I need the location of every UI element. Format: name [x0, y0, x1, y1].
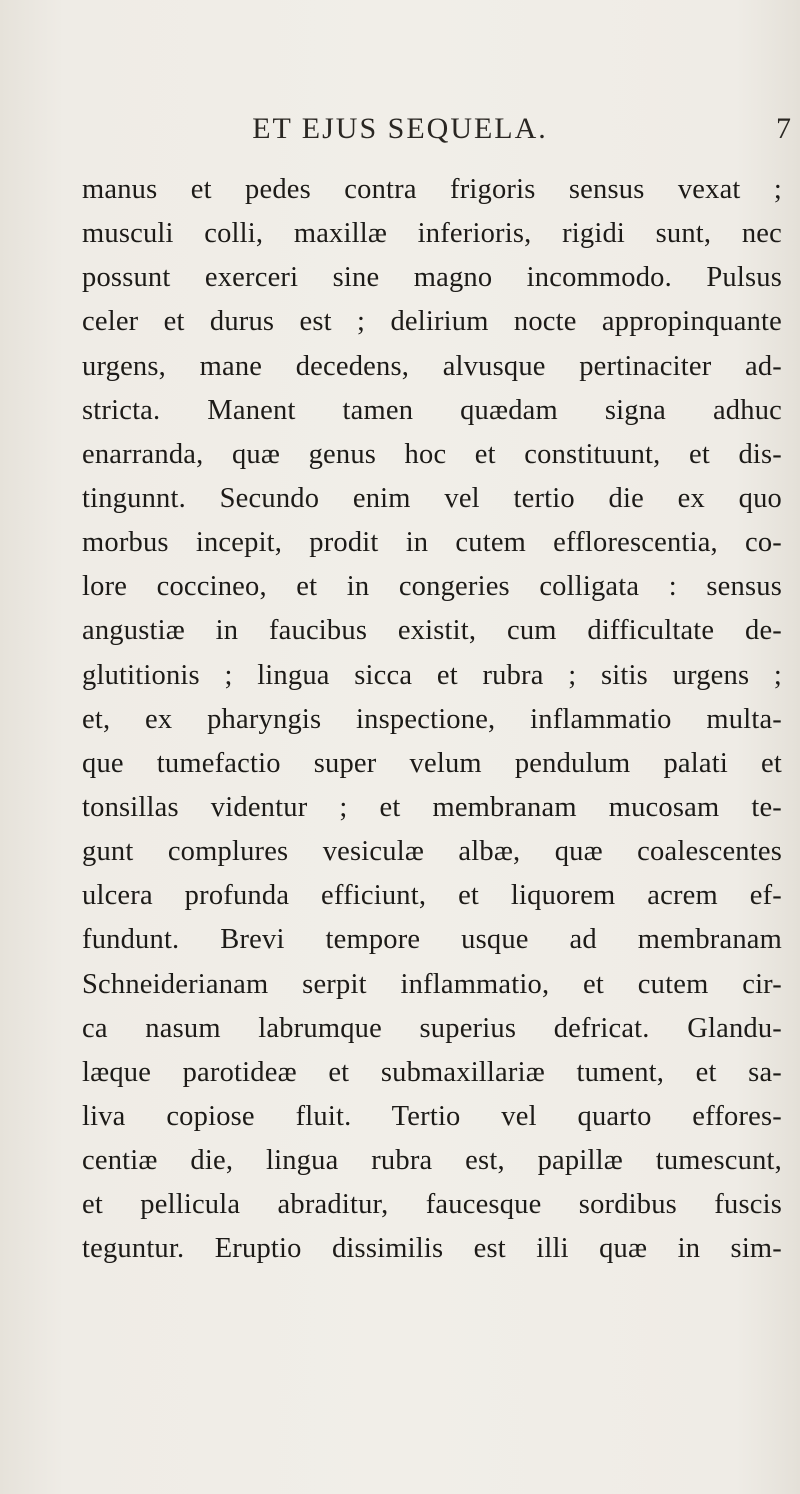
page-header: [0, 112, 800, 152]
text-line: tonsillas videntur ; et membranam mucosam te-: [82, 791, 782, 823]
text-line: ca nasum labrumque superius defricat. Glandu-: [82, 1012, 782, 1044]
text-line: Schneiderianam serpit inflammatio, et cutem cir-: [82, 968, 782, 1000]
text-line: manus et pedes contra frigoris sensus vexat ;: [82, 174, 782, 205]
text-line: et pellicula abraditur, faucesque sordibus fuscis: [82, 1189, 782, 1221]
text-line: tingunnt. Secundo enim vel tertio die ex quo: [82, 482, 782, 514]
text-line: lore coccineo, et in congeries colligata : sensus: [82, 571, 782, 603]
text-line: urgens, mane decedens, alvusque pertinaciter ad-: [82, 350, 782, 382]
text-line: angustiæ in faucibus existit, cum difficultate de-: [82, 615, 782, 647]
text-line: glutitionis ; lingua sicca et rubra ; sitis urgens ;: [82, 659, 782, 691]
text-line: liva copiose fluit. Tertio vel quarto effores-: [82, 1100, 782, 1132]
text-line: possunt exerceri sine magno incommodo. Pulsus: [82, 262, 782, 294]
body-text: [82, 168, 782, 1272]
text-line: celer et durus est ; delirium nocte appropinquante: [82, 306, 782, 338]
text-line: stricta. Manent tamen quædam signa adhuc: [82, 394, 782, 426]
page-number: 7: [776, 112, 791, 145]
text-line: centiæ die, lingua rubra est, papillæ tumescunt,: [82, 1145, 782, 1177]
running-head: ET EJUS SEQUELA.: [252, 112, 548, 145]
text-line: et, ex pharyngis inspectione, inflammatio multa-: [82, 703, 782, 735]
text-line: morbus incepit, prodit in cutem efflorescentia, co-: [82, 527, 782, 559]
text-line: teguntur. Eruptio dissimilis est illi quæ in sim-: [82, 1233, 782, 1265]
text-line: ulcera profunda efficiunt, et liquorem acrem ef-: [82, 880, 782, 912]
text-line: gunt complures vesiculæ albæ, quæ coalescentes: [82, 836, 782, 868]
text-line: fundunt. Brevi tempore usque ad membranam: [82, 924, 782, 956]
text-line: enarranda, quæ genus hoc et constituunt, et dis-: [82, 438, 782, 470]
text-line: musculi colli, maxillæ inferioris, rigidi sunt, nec: [82, 218, 782, 250]
text-line: que tumefactio super velum pendulum palati et: [82, 747, 782, 779]
text-line: læque parotideæ et submaxillariæ tument, et sa-: [82, 1056, 782, 1088]
